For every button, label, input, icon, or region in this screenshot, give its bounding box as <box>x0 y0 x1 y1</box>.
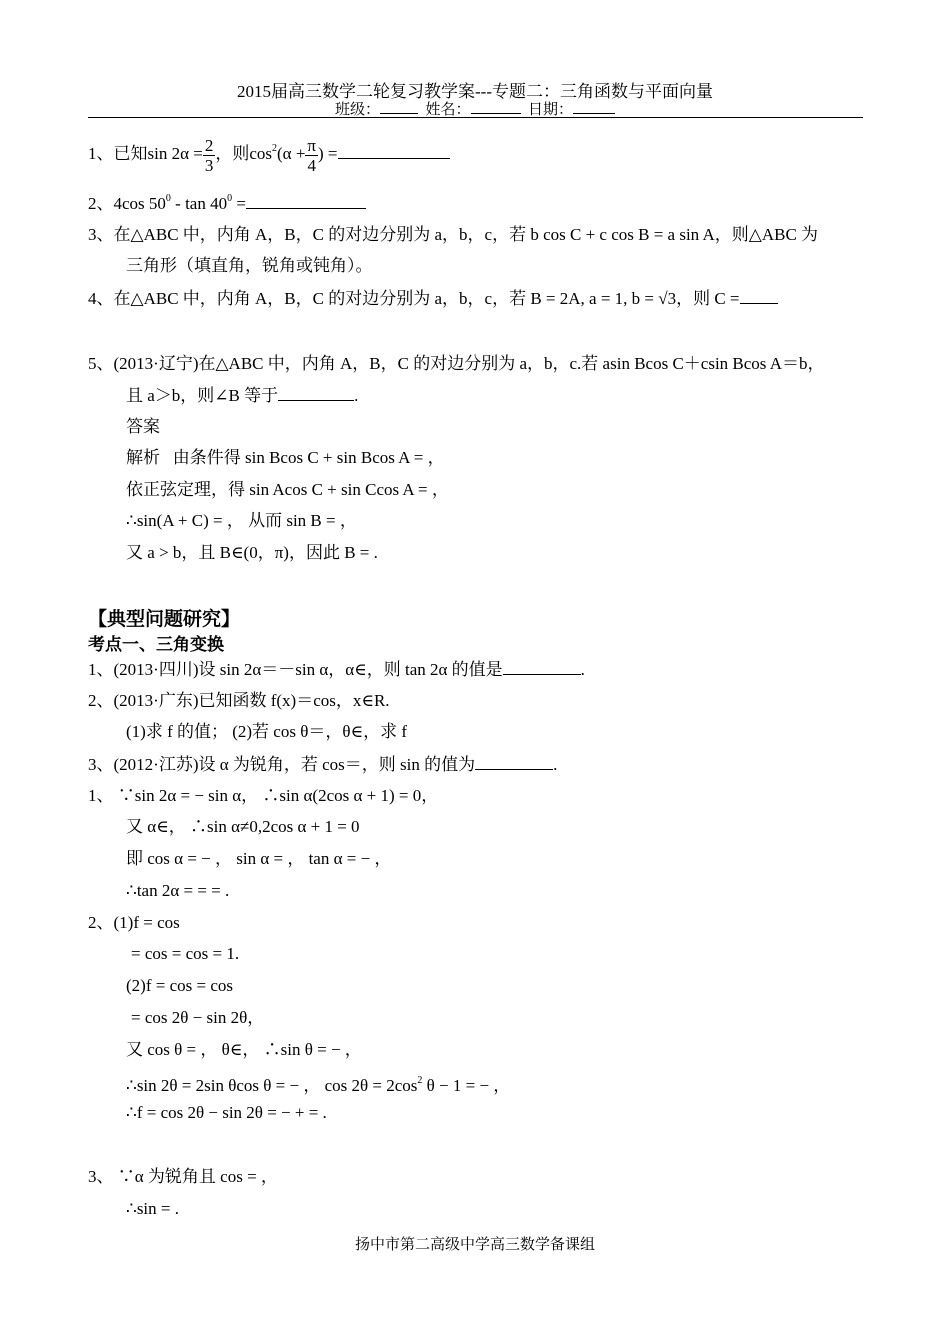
page-footer: 扬中市第二高级中学高三数学备课组 <box>354 1237 595 1253</box>
q1-frac-num: 2 <box>204 135 214 155</box>
solution-1-line1: 1、 ∵sin 2α = − sin α， ∴sin α(2cos α + 1) = 0， <box>88 786 439 805</box>
date-blank <box>573 99 615 114</box>
analysis-line1 <box>126 447 445 469</box>
question-3-line1: 3、在△ABC 中，内角 A，B，C 的对边分别为 a，b，c，若 b cos C + c cos B = a sin A，则△ABC 为 <box>88 225 819 244</box>
solution-1-line4: ∴tan 2α = = = . <box>126 881 230 900</box>
p1-text: 1、(2013·四川)设 sin 2α＝－sin α，α∈，则 tan 2α 的值是 <box>88 660 503 679</box>
q1-fraction <box>203 136 216 175</box>
analysis-label: 解析 <box>126 448 160 467</box>
q1-pi-fraction <box>305 136 318 175</box>
analysis-text1: 由条件得 sin Bcos C + sin Bcos A = ， <box>172 448 445 467</box>
question-4 <box>88 287 778 310</box>
solution-2-line6 <box>126 1070 510 1097</box>
solution-2-line1: 2、(1)f = cos <box>88 913 180 932</box>
solution-3-line2: ∴sin = . <box>126 1199 179 1218</box>
q1-mid: ，则 <box>215 144 250 163</box>
problem-1 <box>88 658 585 681</box>
q1-pi-num: π <box>307 135 317 155</box>
q2-expr-a: 4cos 50 <box>113 194 166 213</box>
q2-sup-a: 0 <box>165 193 171 204</box>
solution-1-line2: 又 α∈， ∴sin α≠0,2cos α + 1 = 0 <box>126 817 360 836</box>
p3-text: 3、(2012·江苏)设 α 为锐角，若 cos＝，则 sin 的值为 <box>88 755 476 774</box>
solution-1-line3: 即 cos α = − ， sin α = ， tan α = − ， <box>126 849 392 868</box>
problem-2: 2、(2013·广东)已知函数 f(x)＝cos，x∈R. <box>88 691 390 710</box>
q2-prefix: 2、 <box>88 194 114 213</box>
q5-line2-end: . <box>354 386 359 405</box>
q2-sup-b: 0 <box>227 193 233 204</box>
s2-l6a: ∴sin 2θ = 2sin θcos θ = − ， cos 2θ = 2cos <box>126 1076 418 1095</box>
name-label: 姓名： <box>425 102 471 118</box>
q1-expr1: sin 2α = <box>147 144 203 163</box>
p1-answer-blank <box>503 658 581 675</box>
q1-sup: 2 <box>272 143 278 154</box>
solution-2-line3: (2)f = cos = cos <box>126 976 233 995</box>
document-title: 2015届高三数学二轮复习教学案---专题二：三角函数与平面向量 <box>237 82 713 101</box>
q2-expr-c: = <box>232 194 246 213</box>
q5-answer-blank <box>278 384 354 401</box>
question-2 <box>88 188 366 215</box>
question-1 <box>88 124 450 179</box>
q1-prefix: 1、已知 <box>88 144 148 163</box>
solution-2-line5: 又 cos θ = ， θ∈， ∴sin θ = − ， <box>126 1040 362 1059</box>
q1-frac-den: 3 <box>204 155 214 175</box>
q2-answer-blank <box>246 192 366 209</box>
q1-expr2c: ) = <box>318 144 338 163</box>
problem-2-sub: (1)求 f 的值； (2)若 cos θ＝，θ∈，求 f <box>126 722 407 741</box>
class-blank <box>380 99 418 114</box>
analysis-line3: ∴sin(A + C) = ， 从而 sin B = ， <box>126 511 357 530</box>
question-5-line2 <box>126 384 358 407</box>
s2-l6-sup: 2 <box>417 1075 423 1086</box>
section-subtitle: 考点一、三角变换 <box>88 635 224 655</box>
question-5-line1: 5、(2013·辽宁)在△ABC 中，内角 A，B，C 的对边分别为 a，b，c.若 asin Bcos C＋csin Bcos A＝b， <box>88 354 825 373</box>
p3-answer-blank <box>475 753 553 770</box>
class-label: 班级： <box>334 102 380 118</box>
answer-label: 答案 <box>126 417 160 436</box>
problem-3 <box>88 753 557 776</box>
analysis-line4: 又 a > b，且 B∈(0，π)，因此 B = . <box>126 543 378 562</box>
header-fields <box>0 98 950 119</box>
q2-expr-b: - tan 40 <box>170 194 228 213</box>
q5-line2-text: 且 a＞b，则∠B 等于 <box>126 386 279 405</box>
name-blank <box>471 99 521 114</box>
q1-expr2b: (α + <box>277 144 306 163</box>
q1-pi-den: 4 <box>307 155 316 175</box>
p1-end: . <box>580 660 585 679</box>
q1-expr2a: cos <box>249 144 273 163</box>
solution-2-line4: = cos 2θ − sin 2θ， <box>131 1008 265 1027</box>
analysis-line2: 依正弦定理，得 sin Acos C + sin Ccos A = ， <box>126 480 449 499</box>
s2-l6b: θ − 1 = − ， <box>422 1076 511 1095</box>
section-title: 【典型问题研究】 <box>88 608 241 630</box>
header-rule <box>88 117 863 118</box>
q4-text: 4、在△ABC 中，内角 A，B，C 的对边分别为 a，b，c，若 B = 2A, a = 1, b = √3，则 C = <box>88 289 740 308</box>
q4-answer-blank <box>740 287 778 304</box>
solution-3-line1: 3、 ∵α 为锐角且 cos = ， <box>88 1167 278 1186</box>
question-3-line2: 三角形（填直角，锐角或钝角）。 <box>126 256 373 275</box>
solution-2-line2: = cos = cos = 1. <box>131 944 240 963</box>
p3-end: . <box>553 755 558 774</box>
date-label: 日期： <box>528 102 574 118</box>
solution-2-line7: ∴f = cos 2θ − sin 2θ = − + = . <box>126 1103 327 1122</box>
q1-answer-blank <box>338 142 450 159</box>
